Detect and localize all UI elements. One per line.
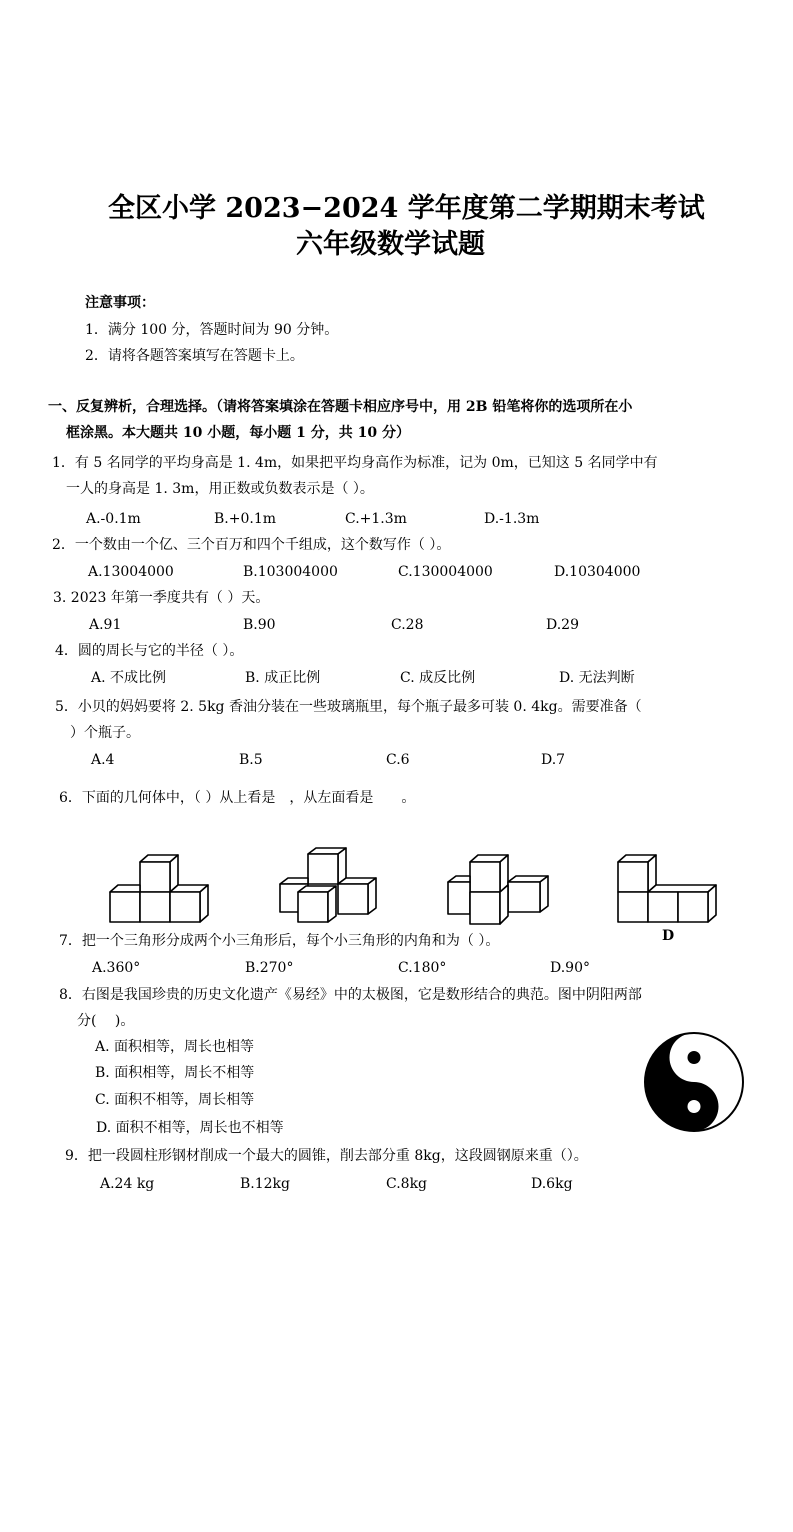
q9-option-c: C.8kg — [386, 1176, 428, 1192]
q2-option-c: C.130004000 — [398, 564, 493, 580]
notice-item-2: 2．请将各题答案填写在答题卡上。 — [85, 348, 304, 364]
q8-option-c: C. 面积不相等，周长相等 — [95, 1092, 255, 1108]
q3-option-c: C.28 — [391, 617, 424, 633]
q9-text: 9．把一段圆柱形钢材削成一个最大的圆锥，削去部分重 8kg，这段圆钢原来重（）。 — [65, 1148, 588, 1164]
q1-line2: 一人的身高是 1. 3m，用正数或负数表示是（ ）。 — [66, 481, 374, 497]
q6-figure-c — [444, 852, 554, 928]
q4-text: 4．圆的周长与它的半径（ ）。 — [55, 643, 244, 659]
section1-heading-line2: 框涂黑。本大题共 10 小题，每小题 1 分，共 10 分） — [66, 425, 410, 441]
q1-line1: 1．有 5 名同学的平均身高是 1. 4m，如果把平均身高作为标准，记为 0m，已知这 5 名同学中有 — [52, 455, 658, 471]
q1-option-d: D.-1.3m — [484, 511, 540, 527]
q1-option-b: B.+0.1m — [214, 511, 277, 527]
q4-option-c: C. 成反比例 — [400, 670, 476, 686]
q6-text: 6．下面的几何体中，（ ）从上看是 ，从左面看是 。 — [59, 790, 416, 806]
q6-figure-b — [276, 846, 382, 926]
yin-yang-icon — [643, 1031, 745, 1133]
q9-option-a: A.24 kg — [100, 1176, 155, 1192]
q7-option-b: B.270° — [245, 960, 294, 976]
q8-line1: 8．右图是我国珍贵的历史文化遗产《易经》中的太极图，它是数形结合的典范。图中阴阳两部 — [59, 987, 642, 1003]
q2-option-a: A.13004000 — [88, 564, 174, 580]
q3-option-d: D.29 — [546, 617, 579, 633]
q5-line1: 5．小贝的妈妈要将 2. 5kg 香油分装在一些玻璃瓶里，每个瓶子最多可装 0. 4kg。需要准备（ — [55, 699, 642, 715]
q3-option-b: B.90 — [243, 617, 276, 633]
q4-option-b: B. 成正比例 — [245, 670, 321, 686]
notice-heading: 注意事项： — [85, 295, 155, 311]
q6-figure-d — [614, 852, 720, 928]
q5-option-c: C.6 — [386, 752, 410, 768]
q9-option-b: B.12kg — [240, 1176, 290, 1192]
q7-option-c: C.180° — [398, 960, 447, 976]
q6-figure-label-d: D — [662, 928, 675, 944]
q5-line2: ）个瓶子。 — [70, 725, 140, 741]
q1-option-a: A.-0.1m — [86, 511, 141, 527]
q1-option-c: C.+1.3m — [345, 511, 407, 527]
q7-option-a: A.360° — [92, 960, 141, 976]
section1-heading-line1: 一、反复辨析，合理选择。（请将答案填涂在答题卡相应序号中，用 2B 铅笔将你的选项所在小 — [48, 399, 633, 415]
notice-item-1: 1．满分 100 分，答题时间为 90 分钟。 — [85, 322, 339, 338]
q8-option-b: B. 面积相等，周长不相等 — [95, 1065, 255, 1081]
q8-line2: 分( )。 — [77, 1013, 135, 1029]
q4-option-a: A. 不成比例 — [91, 670, 167, 686]
q7-text: 7．把一个三角形分成两个小三角形后，每个小三角形的内角和为（ ）。 — [59, 933, 500, 949]
q3-option-a: A.91 — [89, 617, 122, 633]
q5-option-b: B.5 — [239, 752, 263, 768]
q6-figure-a — [108, 852, 214, 928]
q9-option-d: D.6kg — [531, 1176, 573, 1192]
q4-option-d: D. 无法判断 — [559, 670, 635, 686]
q2-option-d: D.10304000 — [554, 564, 641, 580]
q2-option-b: B.103004000 — [243, 564, 338, 580]
q3-text: 3. 2023 年第一季度共有（ ）天。 — [53, 590, 270, 606]
q2-text: 2．一个数由一个亿、三个百万和四个千组成，这个数写作（ ）。 — [52, 537, 451, 553]
q8-option-d: D. 面积不相等，周长也不相等 — [96, 1120, 284, 1136]
exam-title-line1: 全区小学 2023−2024 学年度第二学期期末考试 — [108, 193, 705, 224]
q5-option-d: D.7 — [541, 752, 566, 768]
q8-option-a: A. 面积相等，周长也相等 — [95, 1039, 255, 1055]
q5-option-a: A.4 — [91, 752, 115, 768]
exam-title-line2: 六年级数学试题 — [296, 229, 485, 260]
q7-option-d: D.90° — [550, 960, 590, 976]
